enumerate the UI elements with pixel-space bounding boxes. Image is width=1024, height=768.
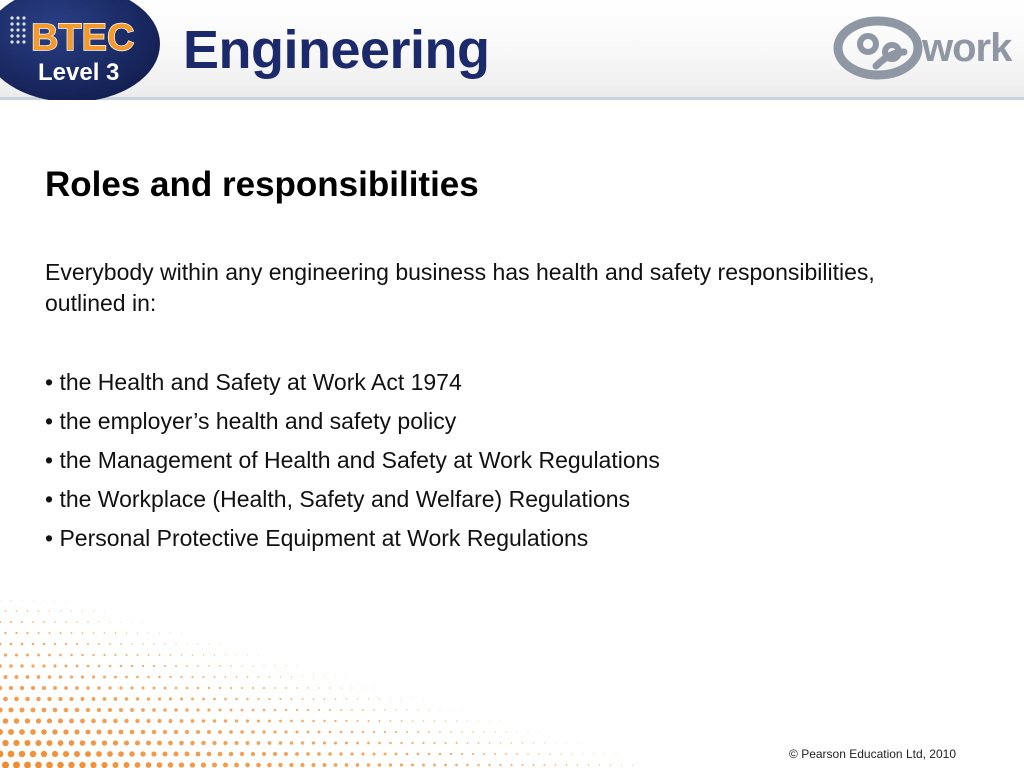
slide-title: Engineering <box>183 20 490 80</box>
bullet-item: • the employer’s health and safety policy <box>45 408 457 434</box>
section-heading: Roles and responsibilities <box>45 165 479 204</box>
btec-logo <box>0 0 165 100</box>
logo-btec-text: BTEC <box>31 17 135 59</box>
intro-paragraph: Everybody within any engineering business has health and safety responsibilities, outlined in: <box>45 259 875 316</box>
bullet-item: • the Health and Safety at Work Act 1974 <box>45 369 462 395</box>
work-brand-word: work <box>922 26 1012 70</box>
bullet-item: • the Workplace (Health, Safety and Welfare) Regulations <box>45 486 631 512</box>
orange-dot-pattern <box>0 600 640 768</box>
bullet-item: • Personal Protective Equipment at Work Regulations <box>45 525 589 551</box>
bullet-item: • the Management of Health and Safety at Work Regulations <box>45 447 660 473</box>
copyright-notice: © Pearson Education Ltd, 2010 <box>789 747 956 761</box>
bullet-list <box>45 363 660 558</box>
logo-level-text: Level 3 <box>38 59 120 86</box>
slide-header <box>0 0 1024 100</box>
